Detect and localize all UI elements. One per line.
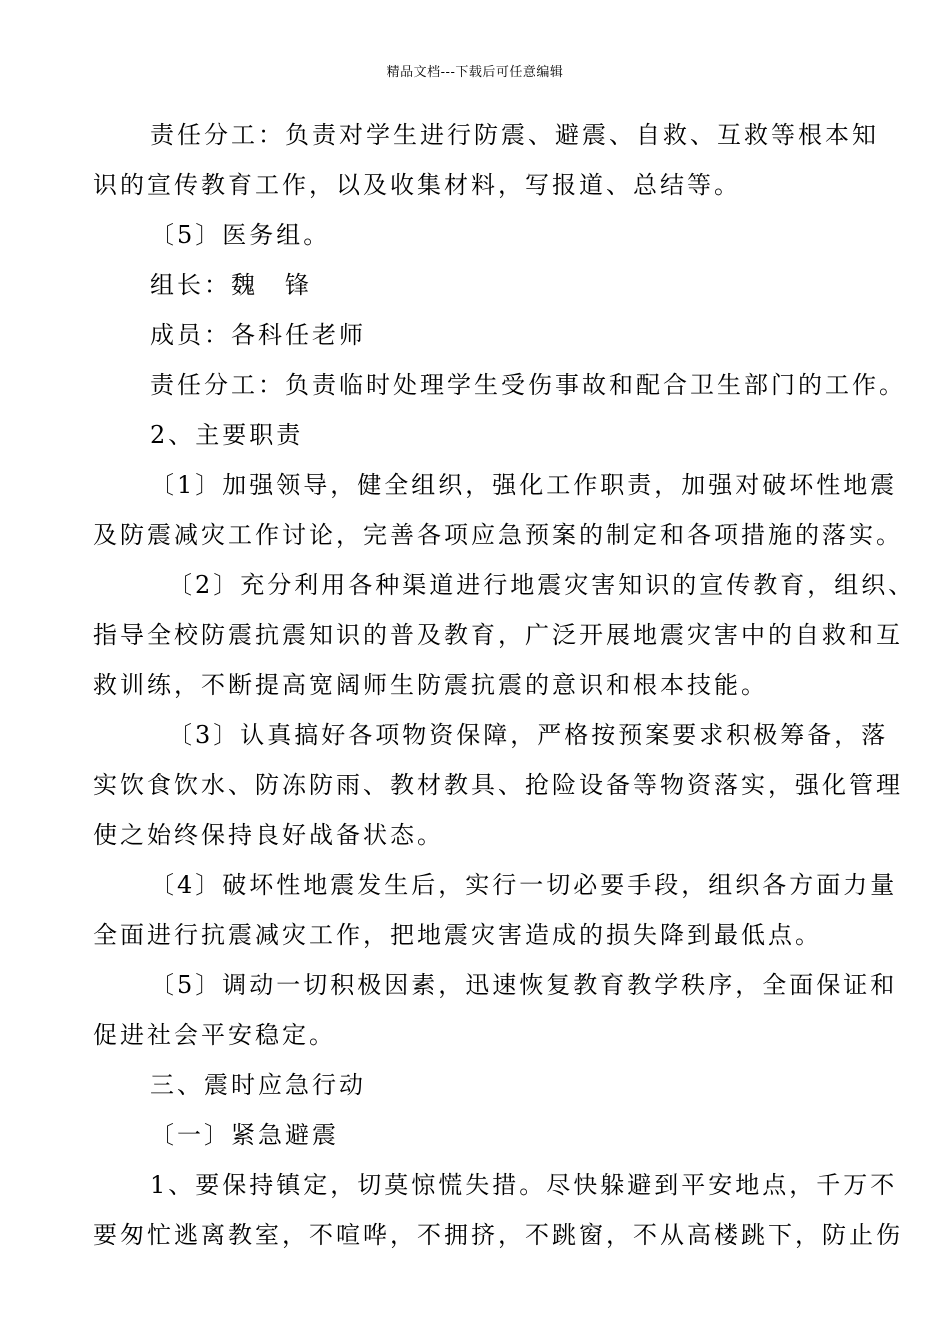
text-line: 要匆忙逃离教室，不喧哗，不拥挤，不跳窗，不从高楼跳下，防止伤 <box>93 1221 903 1249</box>
text-line: 救训练，不断提高宽阔师生防震抗震的意识和根本技能。 <box>93 671 768 699</box>
text-line: 〔2〕充分利用各种渠道进行地震灾害知识的宣传教育，组织、 <box>168 571 916 599</box>
heading-medical-group <box>93 210 863 260</box>
text-line: 组长：魏 锋 <box>150 271 312 299</box>
text-line: 指导全校防震抗震知识的普及教育，广泛开展地震灾害中的自救和互 <box>93 621 903 649</box>
paragraph-members <box>93 310 863 360</box>
paragraph-duty-1 <box>93 460 903 560</box>
paragraph-division-medical <box>93 360 906 410</box>
document-body <box>93 110 916 1260</box>
paragraph-stay-calm <box>93 1160 903 1260</box>
text-line: 〔4〕破坏性地震发生后，实行一切必要手段，组织各方面力量 <box>150 871 898 899</box>
text-line: 成员：各科任老师 <box>150 321 366 349</box>
text-line: 〔5〕医务组。 <box>150 221 331 249</box>
text-line: 促进社会平安稳定。 <box>93 1021 336 1049</box>
page-header: 精品文档---下载后可任意编辑 <box>386 65 564 80</box>
paragraph-duty-2 <box>93 560 916 710</box>
paragraph-duty-4 <box>93 860 898 960</box>
text-line: 2、主要职责 <box>150 421 304 449</box>
text-line: 识的宣传教育工作，以及收集材料，写报道、总结等。 <box>93 171 741 199</box>
paragraph-group-leader <box>93 260 863 310</box>
text-line: 及防震减灾工作讨论，完善各项应急预案的制定和各项措施的落实。 <box>93 521 903 549</box>
text-line: 责任分工：负责对学生进行防震、避震、自救、互救等根本知 <box>150 121 879 149</box>
text-line: 责任分工：负责临时处理学生受伤事故和配合卫生部门的工作。 <box>150 371 906 399</box>
paragraph-division-propaganda <box>93 110 879 210</box>
heading-main-duties <box>93 410 863 460</box>
text-line: 1、要保持镇定，切莫惊慌失措。尽快躲避到平安地点，千万不 <box>150 1171 898 1199</box>
paragraph-duty-5 <box>93 960 898 1060</box>
text-line: 〔一〕紧急避震 <box>150 1121 339 1149</box>
text-line: 三、震时应急行动 <box>150 1071 366 1099</box>
paragraph-duty-3 <box>93 710 903 860</box>
heading-emergency-actions <box>93 1060 863 1110</box>
text-line: 全面进行抗震减灾工作，把地震灾害造成的损失降到最低点。 <box>93 921 822 949</box>
text-line: 实饮食饮水、防冻防雨、教材教具、抢险设备等物资落实，强化管理 <box>93 771 903 799</box>
heading-emergency-shelter <box>93 1110 863 1160</box>
text-line: 〔5〕调动一切积极因素，迅速恢复教育教学秩序，全面保证和 <box>150 971 898 999</box>
text-line: 〔1〕加强领导，健全组织，强化工作职责，加强对破坏性地震 <box>150 471 898 499</box>
text-line: 使之始终保持良好战备状态。 <box>93 821 444 849</box>
text-line: 〔3〕认真搞好各项物资保障，严格按预案要求积极筹备，落 <box>168 721 889 749</box>
